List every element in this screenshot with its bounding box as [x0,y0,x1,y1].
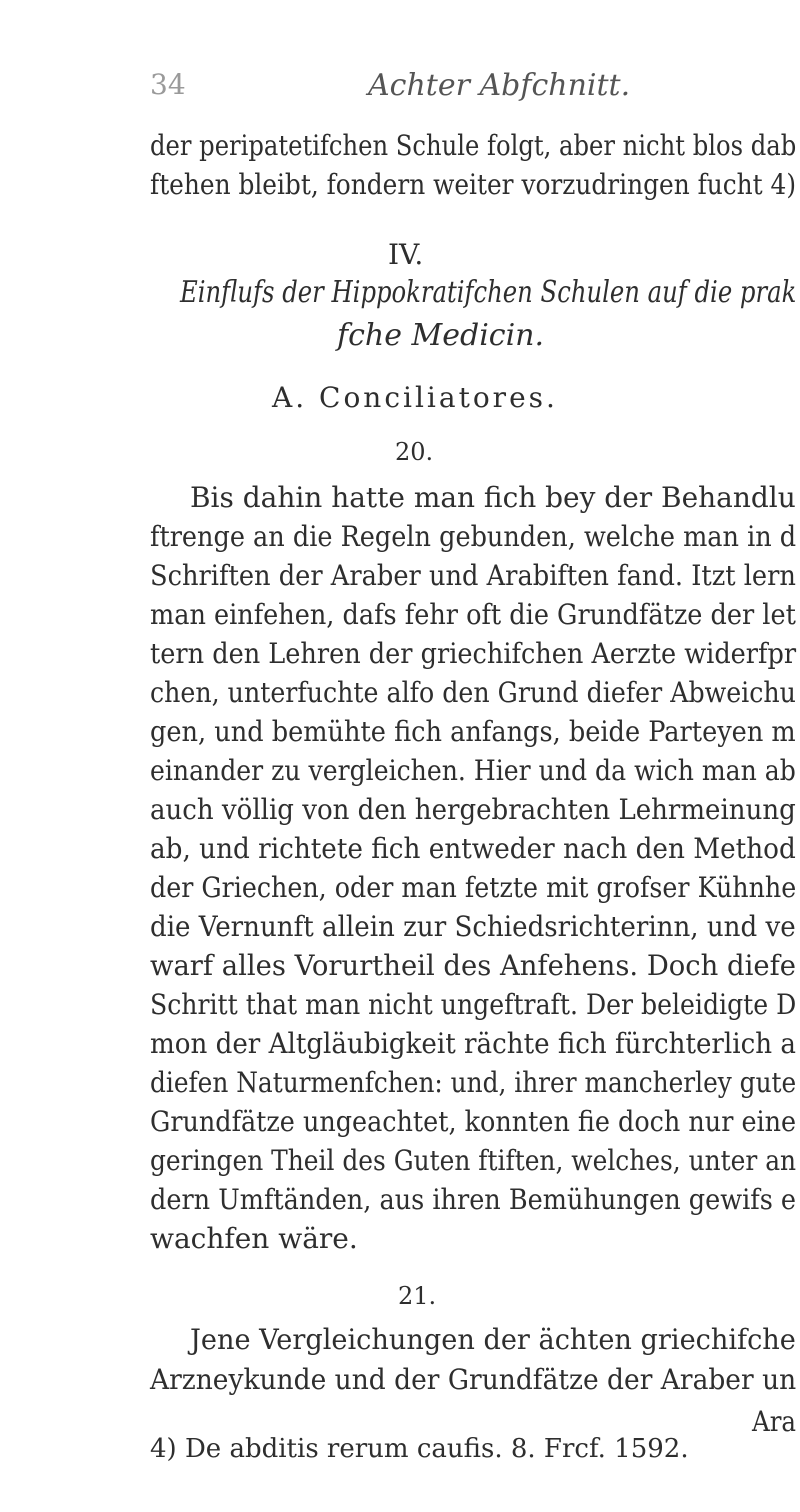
p20-line-8: einander zu vergleichen. Hier und da wich man ab [150,754,796,787]
p20-line-4: man einfehen, dafs fehr oft die Grundfätze der let [150,598,796,631]
p20-line-20: wachfen wäre. [150,1222,358,1255]
p21-line-1: Jene Vergleichungen der ächten griechifche [190,1323,796,1356]
p20-line-16: diefen Naturmenfchen: und, ihrer mancherley gute [150,1066,797,1099]
p20-line-10: ab, und richtete fich entweder nach den Method [150,832,796,865]
p20-line-14: Schritt that man nicht ungeftraft. Der beleidigte D [150,988,797,1021]
subsection-label: A. Conciliatores. [272,381,558,414]
page-number: 34 [150,68,186,101]
subsection-heading [272,381,558,414]
catchword: Ara [752,1405,797,1438]
p21-line-2: Arzneykunde und der Grundfätze der Araber un [150,1363,797,1396]
p20-line-12: die Vernunft allein zur Schiedsrichterinn, und ve [150,910,796,943]
section-number: IV. [388,238,424,271]
p20-line-3: Schriften der Araber und Arabiften fand. Itzt lern [150,559,796,592]
footnote: 4) De abditis rerum caufis. 8. Frcf. 1592. [150,1434,689,1464]
paragraph-21-number: 21. [398,1282,437,1310]
paragraph-20-number: 20. [395,438,434,466]
p20-line-1: Bis dahin hatte man fich bey der Behandlu [190,481,796,514]
page-header [150,68,710,108]
p20-line-15: mon der Altgläubigkeit rächte fich fürchterlich a [150,1027,796,1060]
p20-line-2: ftrenge an die Regeln gebunden, welche man in d [150,520,797,553]
p20-line-9: auch völlig von den hergebrachten Lehrmeinung [150,793,796,826]
intro-line-2: ftehen bleibt, fondern weiter vorzudringen fucht 4) [150,168,797,201]
p20-line-7: gen, und bemühte fich anfangs, beide Parteyen m [150,715,796,748]
section-title-line-2: fche Medicin. [337,318,545,353]
intro-line-1: der peripatetifchen Schule folgt, aber nicht blos dab [150,129,797,162]
section-title-line-1: Einflufs der Hippokratifchen Schulen auf die prak [180,275,797,310]
p20-line-11: der Griechen, oder man fetzte mit grofser Kühnhe [150,871,797,904]
p20-line-18: geringen Theil des Guten ftiften, welches, unter an [150,1144,797,1177]
p20-line-13: warf alles Vorurtheil des Anfehens. Doch diefe [150,949,796,982]
running-head: Achter Abfchnitt. [368,68,631,103]
p20-line-6: chen, unterfuchte alfo den Grund diefer Abweichu [150,676,796,709]
p20-line-5: tern den Lehren der griechifchen Aerzte widerfpr [150,637,797,670]
p20-line-19: dern Umftänden, aus ihren Bemühungen gewifs e [150,1183,797,1216]
p20-line-17: Grundfätze ungeachtet, konnten fie doch nur eine [150,1105,797,1138]
